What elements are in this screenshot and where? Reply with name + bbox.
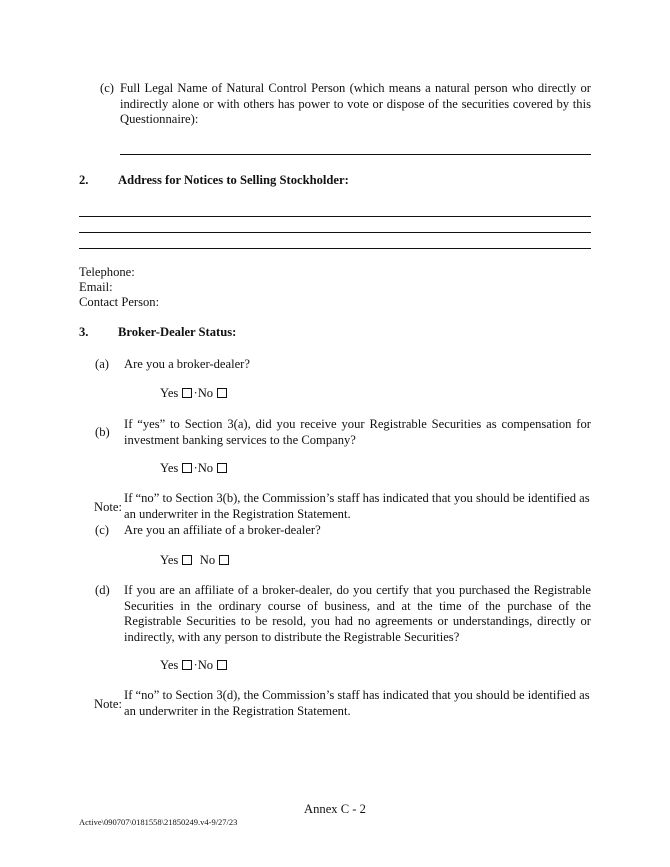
q3a-question: Are you a broker-dealer? <box>124 357 250 371</box>
q3d-answer: Yes ·No <box>160 658 228 674</box>
q3b-yes-label: Yes <box>160 461 179 475</box>
address-line-1[interactable] <box>79 216 591 217</box>
note-1-label: Note: <box>94 500 122 514</box>
email-label: Email: <box>79 280 113 294</box>
q3b-no-label: No <box>197 461 214 475</box>
section-2-number: 2. <box>79 173 89 187</box>
section-3-title: Broker-Dealer Status: <box>118 325 237 339</box>
page-number: Annex C - 2 <box>304 802 366 816</box>
note-1-text: If “no” to Section 3(b), the Commission’s staff has indicated that you should be identified as an underwriter in the Registration Statement. <box>124 491 590 521</box>
q3d-no-label: No <box>197 658 214 672</box>
q3a-answer: Yes ·No <box>160 386 228 402</box>
note-2-label: Note: <box>94 697 122 711</box>
q3a-yes-label: Yes <box>160 386 179 400</box>
q3d-yes-label: Yes <box>160 658 179 672</box>
item-c-label: (c) <box>100 81 114 95</box>
q3d-question: If you are an affiliate of a broker-dealer, do you certify that you purchased the Registrable Securities in the ordinary course of business, and at the time of the purchase of the Registrable Securities to be resold, you had no agreements or understandings, directly or indirectly, with any person to distribute the Registrable Securities? <box>124 583 591 644</box>
q3d-label: (d) <box>95 583 110 597</box>
q3c-yes-label: Yes <box>160 553 179 567</box>
q3a-label: (a) <box>95 357 109 371</box>
q3b-answer: Yes ·No <box>160 461 228 477</box>
q3a-no-checkbox[interactable] <box>217 388 227 398</box>
section-2-title: Address for Notices to Selling Stockholder: <box>118 173 349 187</box>
q3d-yes-checkbox[interactable] <box>182 660 192 670</box>
address-line-2[interactable] <box>79 232 591 233</box>
item-c-text: Full Legal Name of Natural Control Person (which means a natural person who directly or indirectly alone or with others has power to vote or dispose of the securities covered by this Questionnaire): <box>120 81 591 126</box>
q3b-question: If “yes” to Section 3(a), did you receive your Registrable Securities as compensation for investment banking services to the Company? <box>124 417 591 447</box>
q3c-label: (c) <box>95 523 109 537</box>
q3c-question: Are you an affiliate of a broker-dealer? <box>124 523 321 537</box>
telephone-label: Telephone: <box>79 265 135 279</box>
q3b-no-checkbox[interactable] <box>217 463 227 473</box>
q3c-answer <box>160 553 230 569</box>
q3c-no-label: No <box>199 553 216 567</box>
q3b-yes-checkbox[interactable] <box>182 463 192 473</box>
q3d-no-checkbox[interactable] <box>217 660 227 670</box>
q3a-no-label: No <box>197 386 214 400</box>
item-c-name-line[interactable] <box>120 154 591 155</box>
document-id: Active\090707\0181558\21850249.v4-9/27/23 <box>79 817 238 827</box>
note-2-text: If “no” to Section 3(d), the Commission’s staff has indicated that you should be identified as an underwriter in the Registration Statement. <box>124 688 590 718</box>
address-line-3[interactable] <box>79 248 591 249</box>
q3a-yes-checkbox[interactable] <box>182 388 192 398</box>
contact-person-label: Contact Person: <box>79 295 160 309</box>
q3b-label: (b) <box>95 425 110 439</box>
q3c-no-checkbox[interactable] <box>219 555 229 565</box>
q3c-yes-checkbox[interactable] <box>182 555 192 565</box>
section-3-number: 3. <box>79 325 89 339</box>
